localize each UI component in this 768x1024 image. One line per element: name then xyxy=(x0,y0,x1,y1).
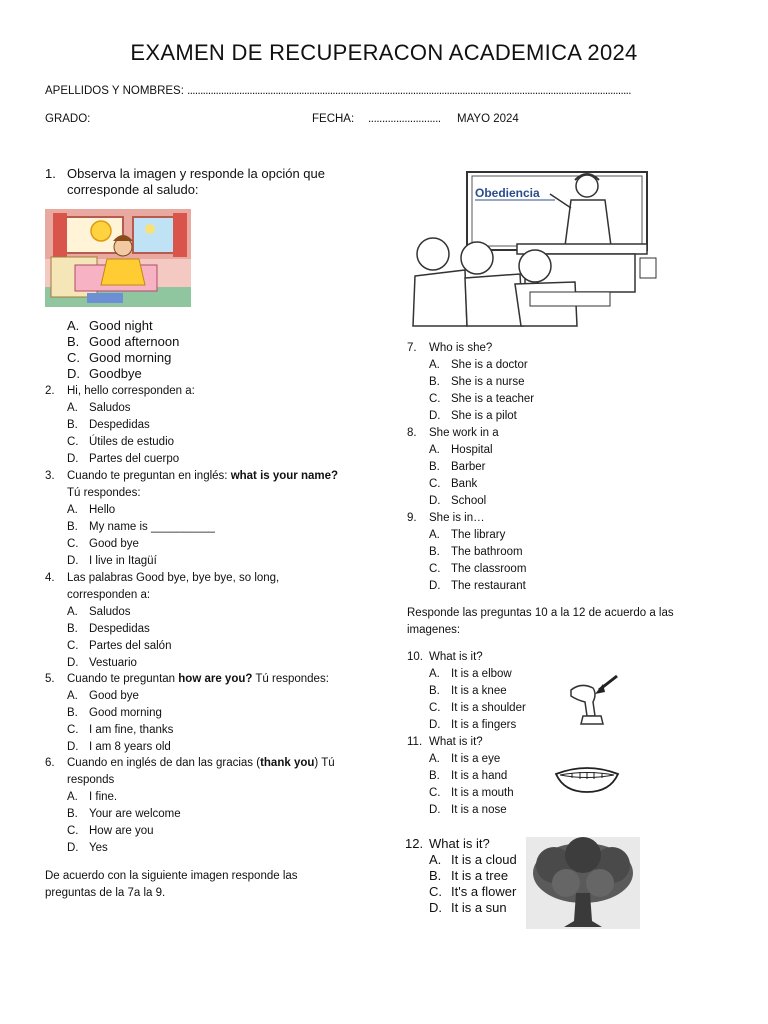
instructions-10-12: Responde las preguntas 10 a la 12 de acuerdo a las imagenes: xyxy=(407,607,674,636)
question-2 xyxy=(45,383,365,468)
option-a[interactable]: A. Saludos xyxy=(67,606,131,618)
page-title: EXAMEN DE RECUPERACON ACADEMICA 2024 xyxy=(130,40,638,65)
question-8 xyxy=(407,425,707,510)
question-text: What is it? xyxy=(429,836,490,851)
option-b[interactable]: B. It is a tree xyxy=(429,868,509,883)
question-text: Who is she? xyxy=(429,342,493,354)
question-text: What is it? xyxy=(429,651,483,663)
name-label: APELLIDOS Y NOMBRES: xyxy=(45,85,184,97)
option-d[interactable]: D. I live in Itagüí xyxy=(67,555,157,567)
option-d[interactable]: D. She is a pilot xyxy=(429,410,517,422)
question-number: 12. xyxy=(405,836,424,851)
question-text: She is in… xyxy=(429,512,485,524)
question-text: Observa la imagen y responde la opción que corresponde al saludo: xyxy=(67,166,325,197)
question-text: Las palabras Good bye, bye bye, so long, corresponden a: xyxy=(67,572,280,601)
question-6 xyxy=(45,755,365,857)
option-b[interactable]: B. Despedidas xyxy=(67,419,150,431)
tree-image xyxy=(526,837,640,929)
mouth-image xyxy=(554,764,620,794)
option-c[interactable]: C. I am fine, thanks xyxy=(67,724,174,736)
question-text: What is it? xyxy=(429,736,483,748)
option-c[interactable]: C. Good bye xyxy=(67,538,139,550)
option-a[interactable]: A. It is a eye xyxy=(429,753,501,765)
option-d[interactable]: D. Goodbye xyxy=(67,366,142,381)
option-d[interactable]: D. The restaurant xyxy=(429,580,526,592)
question-1-options xyxy=(45,318,355,382)
question-number: 1. xyxy=(45,166,56,181)
question-text: Cuando te preguntan en inglés: what is your name? Tú respondes: xyxy=(67,470,339,499)
question-number: 3. xyxy=(45,470,55,482)
option-b[interactable]: B. Good afternoon xyxy=(67,334,180,349)
option-c[interactable]: C. The classroom xyxy=(429,563,527,575)
option-b[interactable]: B. Good morning xyxy=(67,707,162,719)
option-b[interactable]: B. She is a nurse xyxy=(429,376,525,388)
question-12 xyxy=(405,836,545,916)
date-blank: .......................... xyxy=(368,113,441,125)
option-b[interactable]: B. The bathroom xyxy=(429,546,523,558)
option-d[interactable]: D. It is a sun xyxy=(429,900,507,915)
question-text: Cuando en inglés de dan las gracias (thank you) Tú responds xyxy=(67,757,335,786)
option-c[interactable]: C. She is a teacher xyxy=(429,393,535,405)
question-7 xyxy=(407,340,707,425)
option-b[interactable]: B. Your are welcome xyxy=(67,808,181,820)
question-number: 2. xyxy=(45,385,55,397)
option-b[interactable]: B. Barber xyxy=(429,461,486,473)
question-number: 9. xyxy=(407,512,417,524)
girl-waking-up-image xyxy=(45,209,191,307)
grade-label: GRADO: xyxy=(45,113,91,125)
question-text: Hi, hello corresponden a: xyxy=(67,385,195,397)
question-number: 4. xyxy=(45,572,55,584)
question-9 xyxy=(407,510,707,595)
option-d[interactable]: D. It is a fingers xyxy=(429,719,517,731)
option-b[interactable]: B. Despedidas xyxy=(67,623,150,635)
option-c[interactable]: C. Partes del salón xyxy=(67,640,172,652)
knee-image xyxy=(565,672,621,728)
question-number: 8. xyxy=(407,427,417,439)
option-a[interactable]: A. She is a doctor xyxy=(429,359,528,371)
name-line xyxy=(45,85,631,97)
option-a[interactable]: A. Saludos xyxy=(67,402,131,414)
option-b[interactable]: B. It is a hand xyxy=(429,770,508,782)
option-a[interactable]: A. Good night xyxy=(67,318,153,333)
option-c[interactable]: C. It is a shoulder xyxy=(429,702,526,714)
question-number: 10. xyxy=(407,651,423,663)
question-4 xyxy=(45,570,335,672)
option-a[interactable]: A. It is a cloud xyxy=(429,852,517,867)
option-d[interactable]: D. School xyxy=(429,495,487,507)
date-value: MAYO 2024 xyxy=(457,113,519,125)
question-text: She work in a xyxy=(429,427,499,439)
question-text: Cuando te preguntan how are you? Tú respondes: xyxy=(67,673,329,685)
name-blank: ........................................................................................................................................................................... xyxy=(187,85,631,97)
option-b[interactable]: B. My name is __________ xyxy=(67,521,215,533)
classroom-teacher-image xyxy=(405,166,660,331)
option-c[interactable]: C. It's a flower xyxy=(429,884,517,899)
question-3 xyxy=(45,468,375,570)
option-a[interactable]: A. Hospital xyxy=(429,444,493,456)
option-b[interactable]: B. It is a knee xyxy=(429,685,507,697)
option-a[interactable]: A. It is a elbow xyxy=(429,668,512,680)
option-d[interactable]: D. It is a nose xyxy=(429,804,507,816)
option-d[interactable]: D. Partes del cuerpo xyxy=(67,453,180,465)
question-1 xyxy=(45,166,355,198)
question-number: 5. xyxy=(45,673,55,685)
option-d[interactable]: D. Yes xyxy=(67,842,108,854)
question-number: 7. xyxy=(407,342,417,354)
instructions-7-9: De acuerdo con la siguiente imagen responde las preguntas de la 7a la 9. xyxy=(45,870,298,899)
option-a[interactable]: A. I fine. xyxy=(67,791,118,803)
option-a[interactable]: A. The library xyxy=(429,529,506,541)
option-c[interactable]: C. Bank xyxy=(429,478,478,490)
option-d[interactable]: D. Vestuario xyxy=(67,657,137,669)
option-c[interactable]: C. It is a mouth xyxy=(429,787,514,799)
question-5 xyxy=(45,671,375,756)
option-a[interactable]: A. Good bye xyxy=(67,690,139,702)
option-c[interactable]: C. Good morning xyxy=(67,350,172,365)
option-a[interactable]: A. Hello xyxy=(67,504,116,516)
date-label: FECHA: xyxy=(312,113,355,125)
option-d[interactable]: D. I am 8 years old xyxy=(67,741,171,753)
option-c[interactable]: C. Útiles de estudio xyxy=(67,436,175,448)
option-c[interactable]: C. How are you xyxy=(67,825,154,837)
question-number: 6. xyxy=(45,757,55,769)
board-word: Obediencia xyxy=(475,186,540,200)
question-number: 11. xyxy=(407,736,423,748)
